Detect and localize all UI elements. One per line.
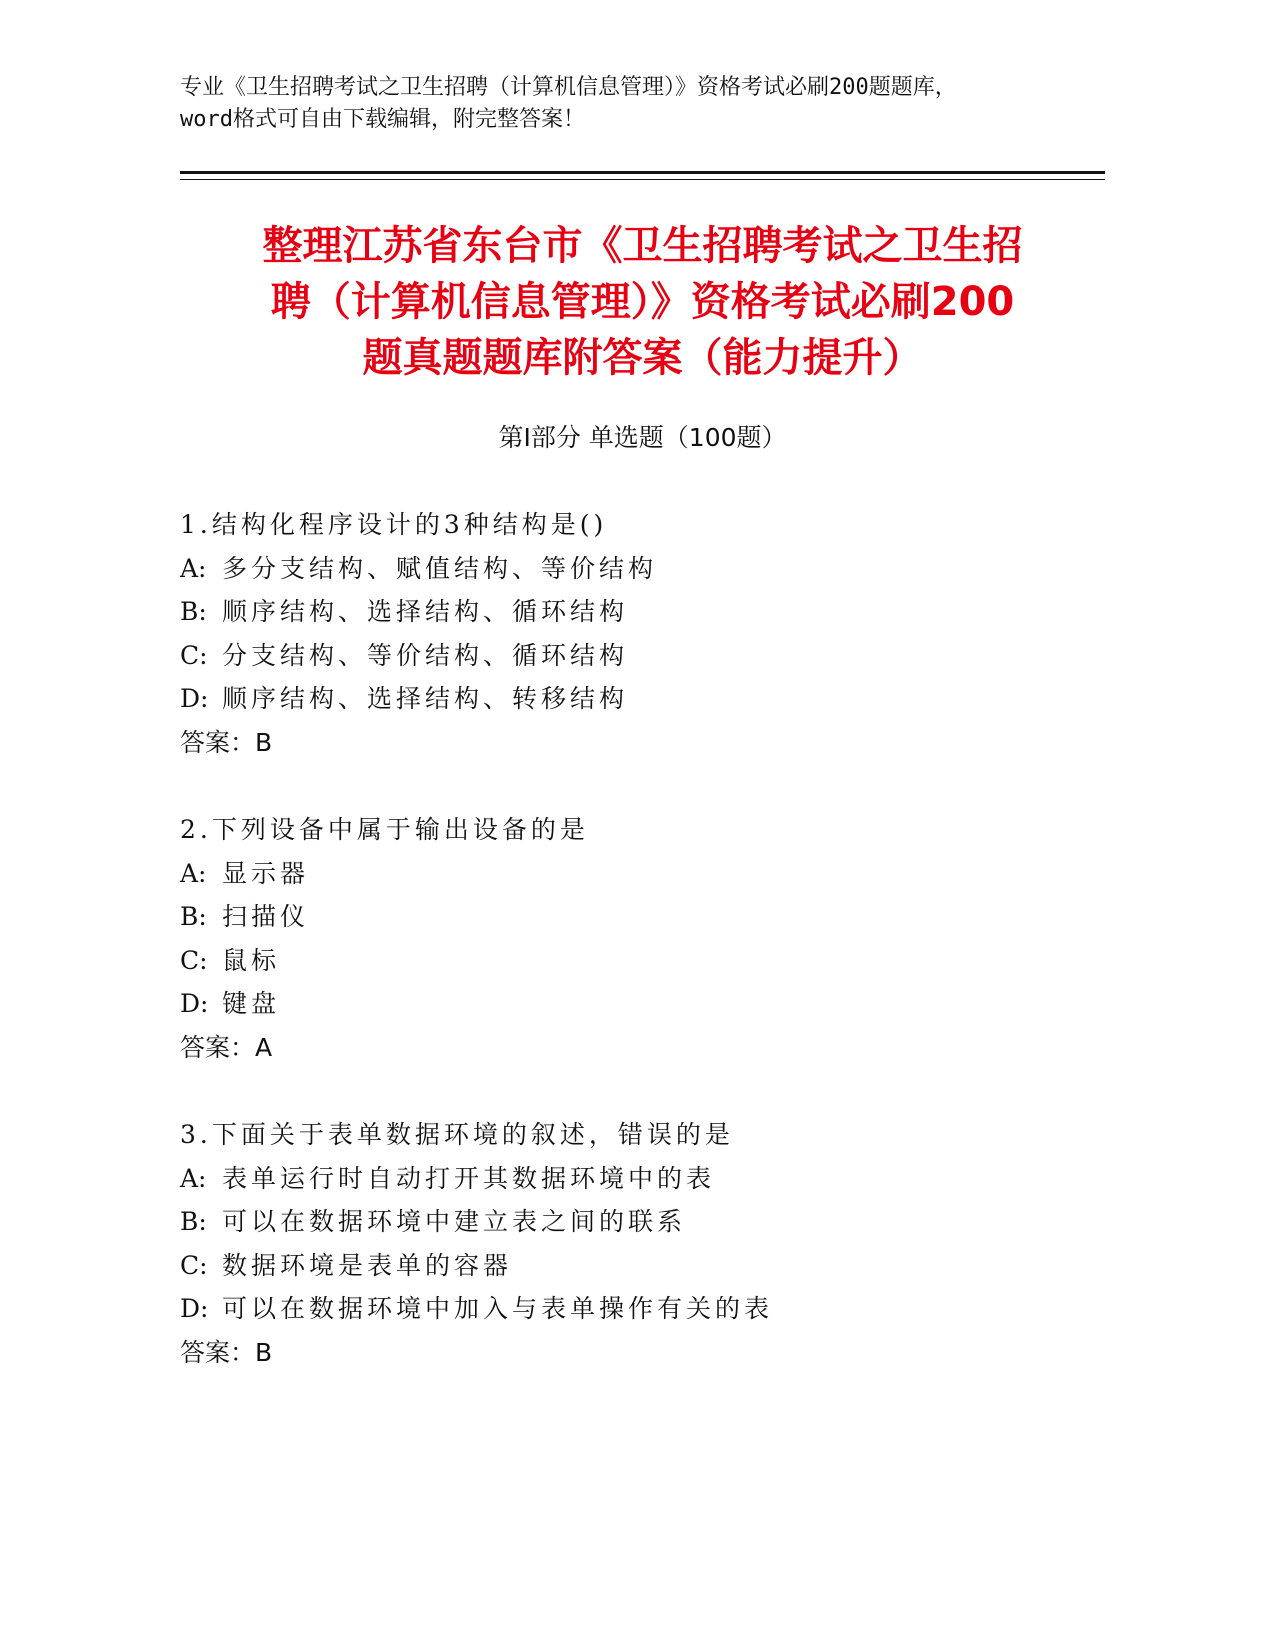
question-1 [180, 503, 1120, 764]
option-text: 鼠标 [222, 945, 281, 975]
option-key: C: [180, 945, 208, 975]
option-text: 扫描仪 [222, 902, 310, 931]
option-b [180, 895, 1120, 939]
option-d [180, 982, 1120, 1026]
option-a [180, 852, 1120, 896]
header-divider-thick [180, 171, 1105, 174]
option-a [180, 1157, 1120, 1201]
option-text: 键盘 [222, 989, 281, 1018]
option-key: A: [180, 858, 207, 888]
question-3 [180, 1113, 1120, 1374]
option-key: D: [180, 989, 209, 1018]
option-text: 可以在数据环境中建立表之间的联系 [222, 1207, 687, 1236]
option-key: B: [180, 597, 207, 626]
option-key: C: [180, 1250, 208, 1280]
section-heading: 第Ⅰ部分 单选题（100题） [498, 423, 787, 452]
option-text: 顺序结构、选择结构、循环结构 [222, 597, 629, 626]
page-header [180, 72, 1100, 136]
answer-line: 答案：B [180, 727, 273, 757]
header-line-1: 专业《卫生招聘考试之卫生招聘（计算机信息管理）》资格考试必刷200题题库， [180, 75, 957, 100]
document-title [180, 218, 1105, 386]
option-key: B: [180, 1207, 207, 1236]
question-stem: 2.下列设备中属于输出设备的是 [180, 815, 589, 844]
question-2 [180, 808, 1120, 1069]
header-divider-thin [180, 179, 1105, 180]
answer-line: 答案：B [180, 1337, 273, 1367]
option-key: A: [180, 553, 207, 583]
header-line-2: word格式可自由下载编辑，附完整答案！ [180, 107, 585, 132]
option-key: B: [180, 902, 207, 931]
question-stem: 1.结构化程序设计的3种结构是() [180, 510, 608, 539]
option-key: D: [180, 1294, 209, 1323]
option-key: D: [180, 684, 209, 713]
option-a [180, 547, 1120, 591]
option-text: 表单运行时自动打开其数据环境中的表 [222, 1163, 716, 1193]
title-line-2: 聘（计算机信息管理）》资格考试必刷200 [270, 279, 1015, 325]
option-key: A: [180, 1163, 207, 1193]
option-key: C: [180, 640, 208, 670]
option-text: 可以在数据环境中加入与表单操作有关的表 [222, 1294, 774, 1323]
title-line-1: 整理江苏省东台市《卫生招聘考试之卫生招 [262, 223, 1023, 269]
option-c [180, 1244, 1120, 1288]
option-text: 多分支结构、赋值结构、等价结构 [222, 553, 658, 583]
option-b [180, 1200, 1120, 1244]
option-text: 数据环境是表单的容器 [222, 1250, 513, 1280]
question-stem: 3.下面关于表单数据环境的叙述，错误的是 [180, 1120, 734, 1149]
title-line-3: 题真题题库附答案（能力提升） [362, 335, 923, 381]
option-c [180, 939, 1120, 983]
option-d [180, 1287, 1120, 1331]
option-b [180, 590, 1120, 634]
option-c [180, 634, 1120, 678]
option-d [180, 677, 1120, 721]
option-text: 顺序结构、选择结构、转移结构 [222, 684, 629, 713]
option-text: 分支结构、等价结构、循环结构 [222, 640, 629, 670]
option-text: 显示器 [222, 858, 310, 888]
answer-line: 答案：A [180, 1032, 273, 1062]
